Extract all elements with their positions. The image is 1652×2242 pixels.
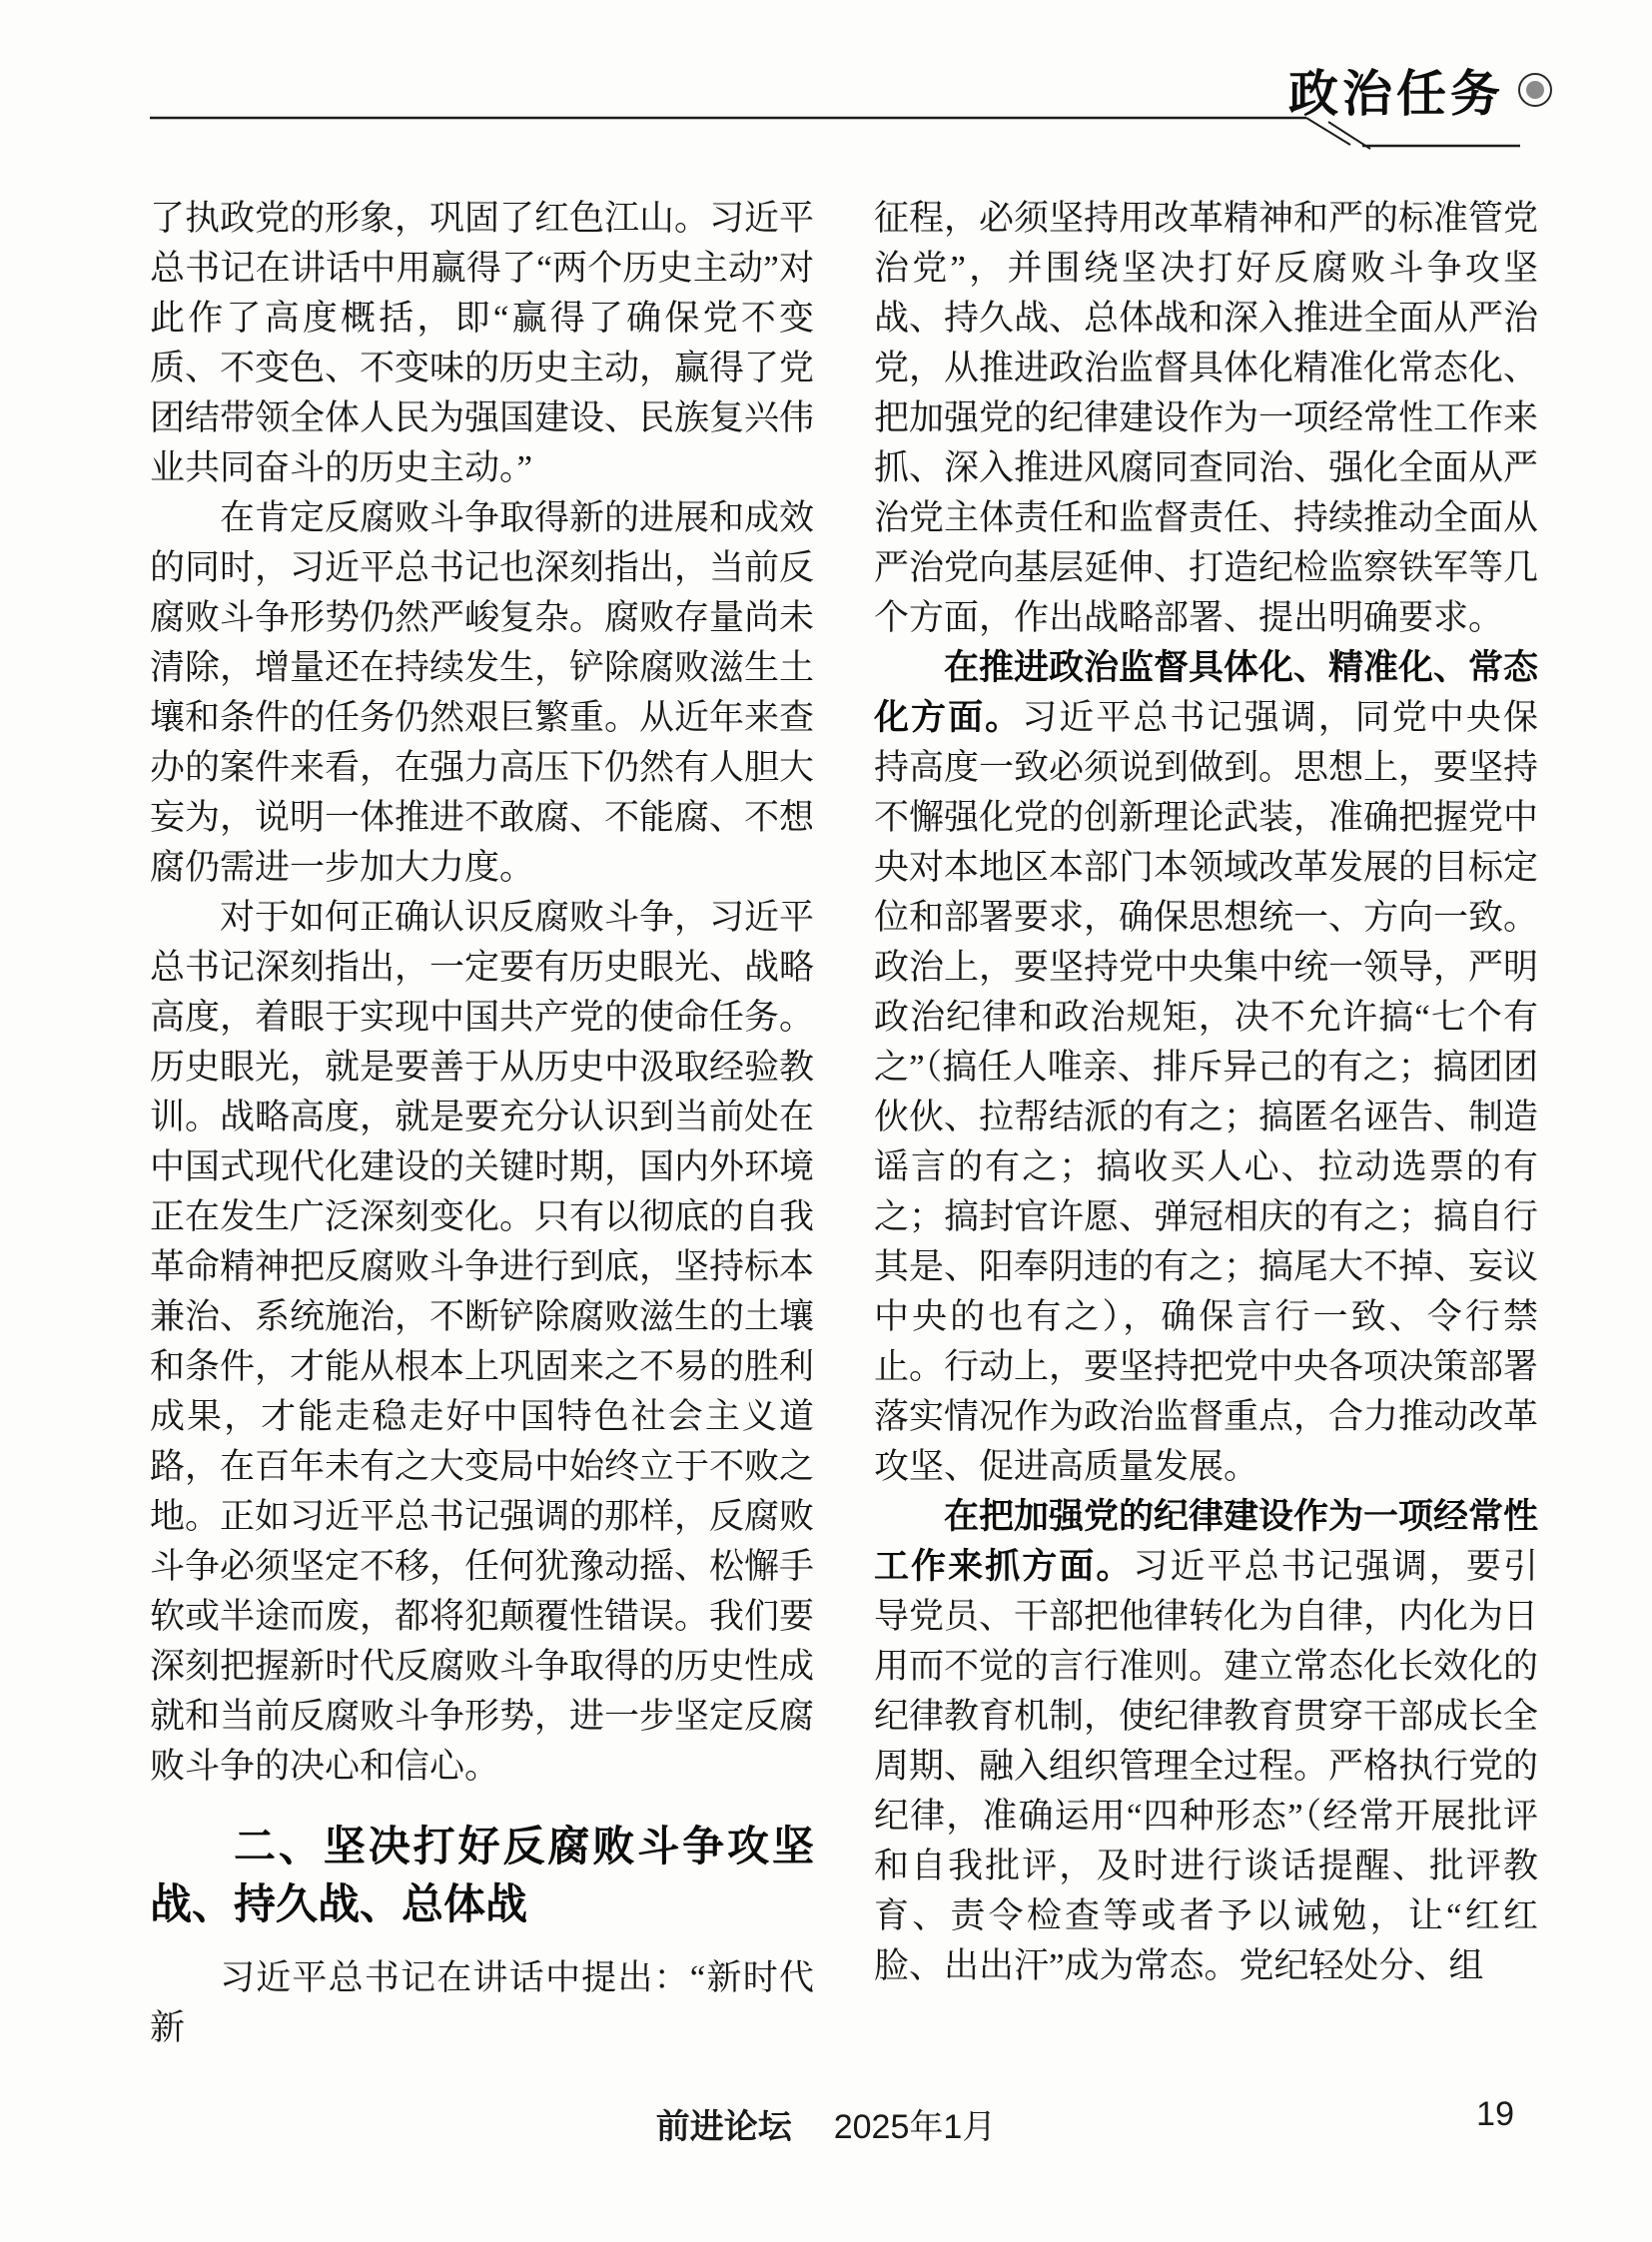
paragraph: 对于如何正确认识反腐败斗争，习近平总书记深刻指出，一定要有历史眼光、战略高度，着眼于实现中国共产党的使命任务。历史眼光，就是要善于从历史中汲取经验教训。战略高度，就是要充分认识到当前处在中国式现代化建设的关键时期，国内外环境正在发生广泛深刻变化。只有以彻底的自我革命精神把反腐败斗争进行到底，坚持标本兼治、系统施治，不断铲除腐败滋生的土壤和条件，才能从根本上巩固来之不易的胜利成果，才能走稳走好中国特色社会主义道路，在百年未有之大变局中始终立于不败之地。正如习近平总书记强调的那样，反腐败斗争必须坚定不移，任何犹豫动摇、松懈手软或半途而废，都将犯颠覆性错误。我们要深刻把握新时代反腐败斗争取得的历史性成就和当前反腐败斗争形势，进一步坚定反腐败斗争的决心和信心。 (150, 898, 815, 1786)
circle-dot-inner (1526, 81, 1544, 99)
paragraph: 了执政党的形象，巩固了红色江山。习近平总书记在讲话中用赢得了“两个历史主动”对此作了高度概括，即“赢得了确保党不变质、不变色、不变味的历史主动，赢得了党团结带领全体人民为强国建设、民族复兴伟业共同奋斗的历史主动。” (150, 199, 815, 487)
paragraph: 在把加强党的纪律建设作为一项经常性工作来抓方面。习近平总书记强调，要引导党员、干部把他律转化为自律，内化为日用而不觉的言行准则。建立常态化长效化的纪律教育机制，使纪律教育贯穿干部成长全周期、融入组织管理全过程。严格执行党的纪律，准确运用“四种形态”（经常开展批评和自我批评，及时进行谈话提醒、批评教育、责令检查等或者予以诫勉，让“红红脸、出出汗”成为常态。党纪轻处分、组 (874, 1497, 1539, 1985)
paragraph: 征程，必须坚持用改革精神和严的标准管党治党”，并围绕坚决打好反腐败斗争攻坚战、持久战、总体战和深入推进全面从严治党，从推进政治监督具体化精准化常态化、把加强党的纪律建设作为一项经常性工作来抓、深入推进风腐同查同治、强化全面从严治党主体责任和监督责任、持续推动全面从严治党向基层延伸、打造纪检监察铁军等几个方面，作出战略部署、提出明确要求。 (874, 199, 1539, 637)
paragraph-bold-lead: 在推进政治监督具体化、精准化、常态化方面。 (874, 648, 1539, 737)
section-label: 政治任务 (1288, 66, 1504, 122)
paragraph: 习近平总书记在讲话中提出：“新时代新 (150, 1958, 814, 2047)
paragraph-bold-lead: 在把加强党的纪律建设作为一项经常性工作来抓方面。 (874, 1497, 1539, 1586)
issue-date: 2025年1月 (833, 2108, 997, 2146)
left-column (150, 194, 814, 2053)
paragraph: 在推进政治监督具体化、精准化、常态化方面。习近平总书记强调，同党中央保持高度一致必须说到做到。思想上，要坚持不懈强化党的创新理论武装，准确把握党中央对本地区本部门本领域改革发展的目标定位和部署要求，确保思想统一、方向一致。政治上，要坚持党中央集中统一领导，严明政治纪律和政治规矩，决不允许搞“七个有之”（搞任人唯亲、排斥异己的有之；搞团团伙伙、拉帮结派的有之；搞匿名诬告、制造谣言的有之；搞收买人心、拉动选票的有之；搞封官许愿、弹冠相庆的有之；搞自行其是、阳奉阴违的有之；搞尾大不掉、妄议中央的也有之），确保言行一致、令行禁止。行动上，要坚持把党中央各项决策部署落实情况作为政治监督重点，合力推动改革攻坚、促进高质量发展。 (874, 648, 1539, 1486)
journal-name: 前进论坛 (655, 2108, 792, 2146)
article-body (150, 194, 1538, 2053)
circle-dot-icon (1518, 73, 1552, 107)
page-number: 19 (1476, 2095, 1514, 2133)
paragraph: 在肯定反腐败斗争取得新的进展和成效的同时，习近平总书记也深刻指出，当前反腐败斗争形势仍然严峻复杂。腐败存量尚未清除，增量还在持续发生，铲除腐败滋生土壤和条件的任务仍然艰巨繁重。从近年来查办的案件来看，在强力高压下仍然有人胆大妄为，说明一体推进不敢腐、不能腐、不想腐仍需进一步加大力度。 (150, 498, 815, 887)
right-column (874, 194, 1538, 2053)
section-heading: 二、坚决打好反腐败斗争攻坚战、持久战、总体战 (150, 1823, 814, 1927)
page-footer (0, 2099, 1652, 2148)
